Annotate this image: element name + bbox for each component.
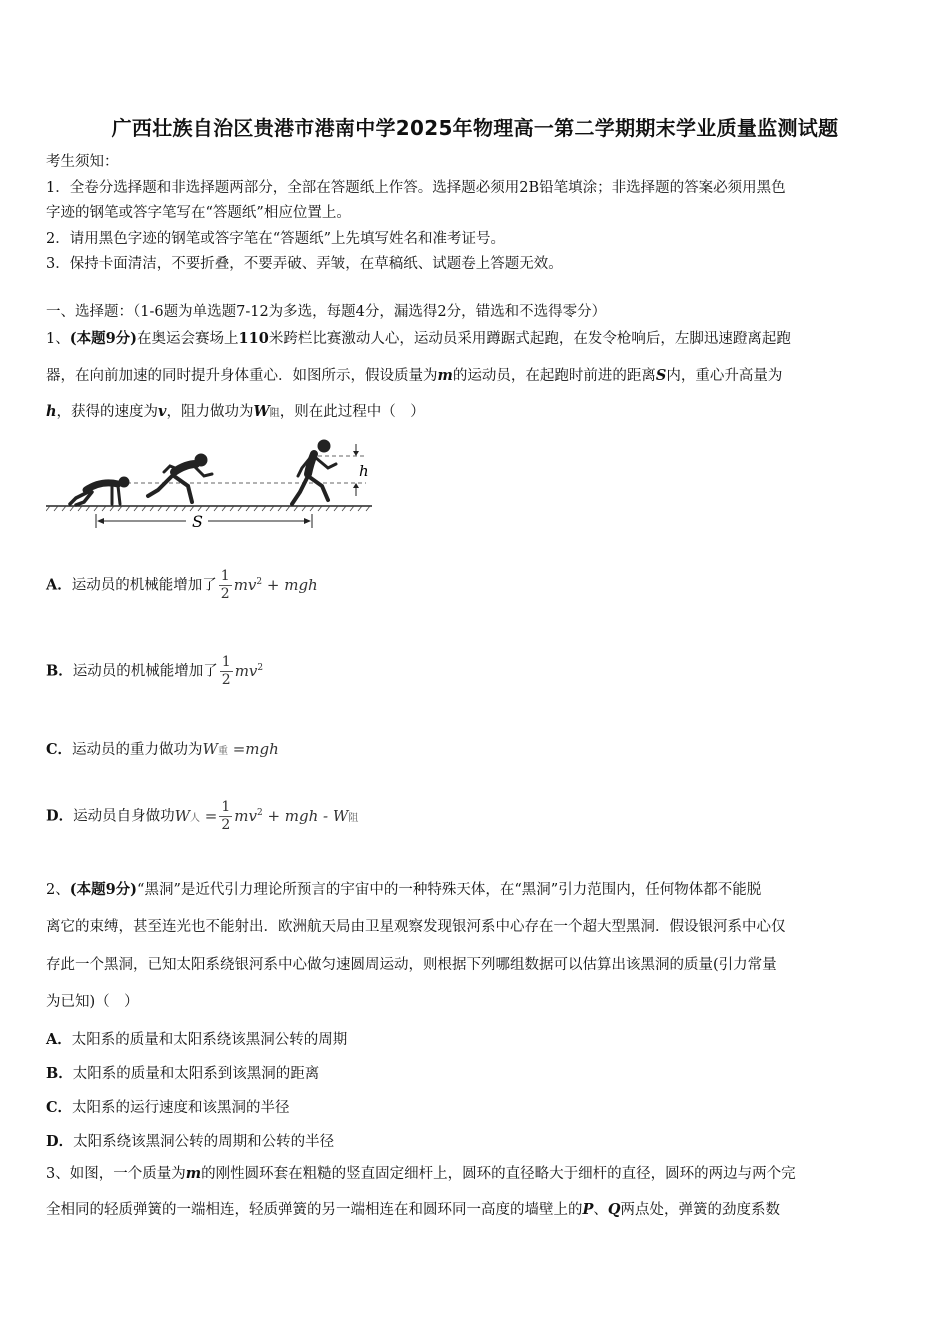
- notice-item: 2．请用黑色字迹的钢笔或答字笔在“答题纸”上先填写姓名和准考证号。: [46, 231, 506, 247]
- q1-option-d[interactable]: D．运动员自身做功W人 = $\frac{1}{2}$ $mv^2$ + mgh - W阻: [46, 799, 359, 833]
- q1-line-2: 器，在向前加速的同时提升身体重心．如图所示，假设质量为m的运动员，在起跑时前进的距离S内，重心升高量为: [46, 367, 783, 384]
- q2-option-d[interactable]: D．太阳系绕该黑洞公转的周期和公转的半径: [46, 1133, 335, 1150]
- section-heading: 一、选择题：（1-6题为单选题7-12为多选，每题4分，漏选得2分，错选和不选得零分）: [46, 304, 607, 320]
- notice-item: 1．全卷分选择题和非选择题两部分，全部在答题纸上作答。选择题必须用2B铅笔填涂；非选择题的答案必须用黑色: [46, 180, 786, 196]
- figure-label-h: h: [359, 462, 369, 480]
- formula: $\frac{1}{2}$ $mv^2$: [221, 654, 264, 688]
- q1-option-b[interactable]: B．运动员的机械能增加了 $\frac{1}{2}$ $mv^2$: [46, 654, 264, 688]
- page-title: 广西壮族自治区贵港市港南中学2025年物理高一第二学期期末学业质量监测试题: [111, 116, 839, 140]
- q2-option-a[interactable]: A．太阳系的质量和太阳系绕该黑洞公转的周期: [46, 1031, 348, 1048]
- q2-line-3: 存此一个黑洞，已知太阳系绕银河系中心做匀速圆周运动，则根据下列哪组数据可以估算出该黑洞的质量(引力常量: [46, 957, 777, 973]
- formula: W人 = $\frac{1}{2}$ $mv^2$ + mgh - W阻: [174, 799, 359, 833]
- q2-option-c[interactable]: C．太阳系的运行速度和该黑洞的半径: [46, 1099, 290, 1116]
- q2-line-4: 为已知)（ ）: [46, 994, 139, 1010]
- q1-option-a[interactable]: A．运动员的机械能增加了 $\frac{1}{2}$ $mv^2$ + mgh: [46, 568, 318, 602]
- q3-line-2: 全相同的轻质弹簧的一端相连，轻质弹簧的另一端相连在和圆环同一高度的墙壁上的P、Q两点处，弹簧的劲度系数: [46, 1201, 781, 1218]
- notice-item: 字迹的钢笔或答字笔写在“答题纸”相应位置上。: [46, 205, 351, 221]
- q1-line-3: h，获得的速度为v，阻力做功为W阻，则在此过程中（ ）: [46, 403, 425, 420]
- formula: $\frac{1}{2}$ $mv^2$ + mgh: [220, 568, 318, 602]
- q1-line-1: 1、(本题9分)在奥运会赛场上110米跨栏比赛激动人心，运动员采用蹲踞式起跑，在发令枪响后，左脚迅速蹬离起跑: [46, 330, 791, 347]
- q2-line-1: 2、(本题9分)“黑洞”是近代引力理论所预言的宇宙中的一种特殊天体，在“黑洞”引力范围内，任何物体都不能脱: [46, 881, 762, 898]
- q1-option-c[interactable]: C．运动员的重力做功为W重 =mgh: [46, 740, 279, 758]
- figure-label-s: S: [192, 512, 203, 531]
- notice-item: 3．保持卡面清洁，不要折叠，不要弄破、弄皱，在草稿纸、试题卷上答题无效。: [46, 256, 563, 272]
- sprinter-figure: [46, 436, 376, 536]
- q2-option-b[interactable]: B．太阳系的质量和太阳系到该黑洞的距离: [46, 1065, 320, 1082]
- notice-heading: 考生须知：: [46, 154, 119, 170]
- formula: W重 =mgh: [202, 740, 279, 758]
- q3-line-1: 3、如图，一个质量为m的刚性圆环套在粗糙的竖直固定细杆上，圆环的直径略大于细杆的直径，圆环的两边与两个完: [46, 1165, 796, 1182]
- q2-line-2: 离它的束缚，甚至连光也不能射出．欧洲航天局由卫星观察发现银河系中心存在一个超大型黑洞．假设银河系中心仅: [46, 919, 786, 935]
